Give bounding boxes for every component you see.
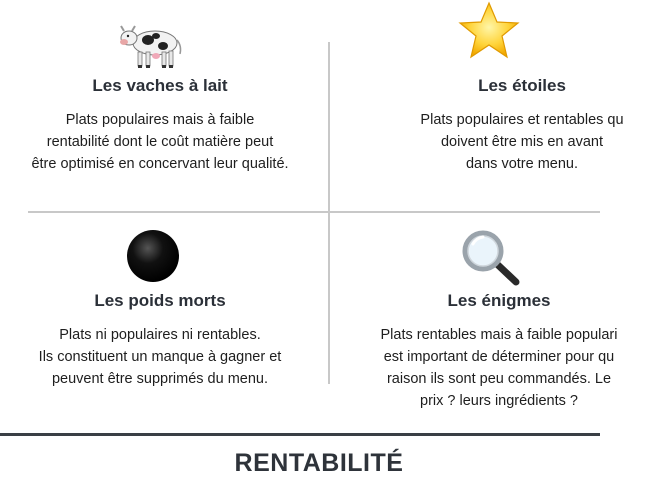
- quadrant-title: Les vaches à lait: [92, 76, 228, 95]
- quadrant-stars: [372, 76, 672, 175]
- cow-icon: [118, 16, 184, 72]
- description-line: peuvent être supprimés du menu.: [51, 371, 268, 387]
- quadrant-title: Les étoiles: [478, 76, 566, 95]
- description-line: raison ils sont peu commandés. Le: [386, 371, 612, 387]
- quadrant-dogs: [10, 291, 310, 390]
- x-axis-label: RENTABILITÉ: [234, 449, 404, 477]
- quadrant-description: [10, 324, 310, 390]
- quadrant-description: [340, 324, 658, 412]
- description-line: dans votre menu.: [465, 156, 579, 172]
- x-axis-rule: [0, 433, 600, 436]
- quadrant-title: Les énigmes: [447, 291, 551, 310]
- magnifier-icon: [458, 228, 522, 288]
- quadrant-puzzles: [340, 291, 658, 412]
- quadrant-title: Les poids morts: [94, 291, 226, 310]
- star-icon: [456, 0, 522, 62]
- quadrant-vertical-divider: [328, 42, 330, 384]
- description-line: doivent être mis en avant: [440, 134, 603, 150]
- quadrant-description: [372, 109, 672, 175]
- description-line: être optimisé en concervant leur qualité.: [31, 156, 289, 172]
- quadrant-cash-cows: [10, 76, 310, 175]
- black-circle-icon: [125, 228, 181, 284]
- description-line: est important de déterminer pour qu: [383, 349, 615, 365]
- description-line: Plats populaires mais à faible: [65, 112, 255, 128]
- description-line: Plats ni populaires ni rentables.: [59, 327, 261, 343]
- description-line: Plats populaires et rentables qu: [420, 112, 624, 128]
- description-line: rentabilité dont le coût matière peut: [46, 134, 274, 150]
- description-line: Ils constituent un manque à gagner et: [38, 349, 282, 365]
- description-line: prix ? leurs ingrédients ?: [420, 393, 578, 409]
- quadrant-description: [10, 109, 310, 175]
- description-line: Plats rentables mais à faible populari: [380, 327, 618, 343]
- quadrant-horizontal-divider: [28, 211, 600, 213]
